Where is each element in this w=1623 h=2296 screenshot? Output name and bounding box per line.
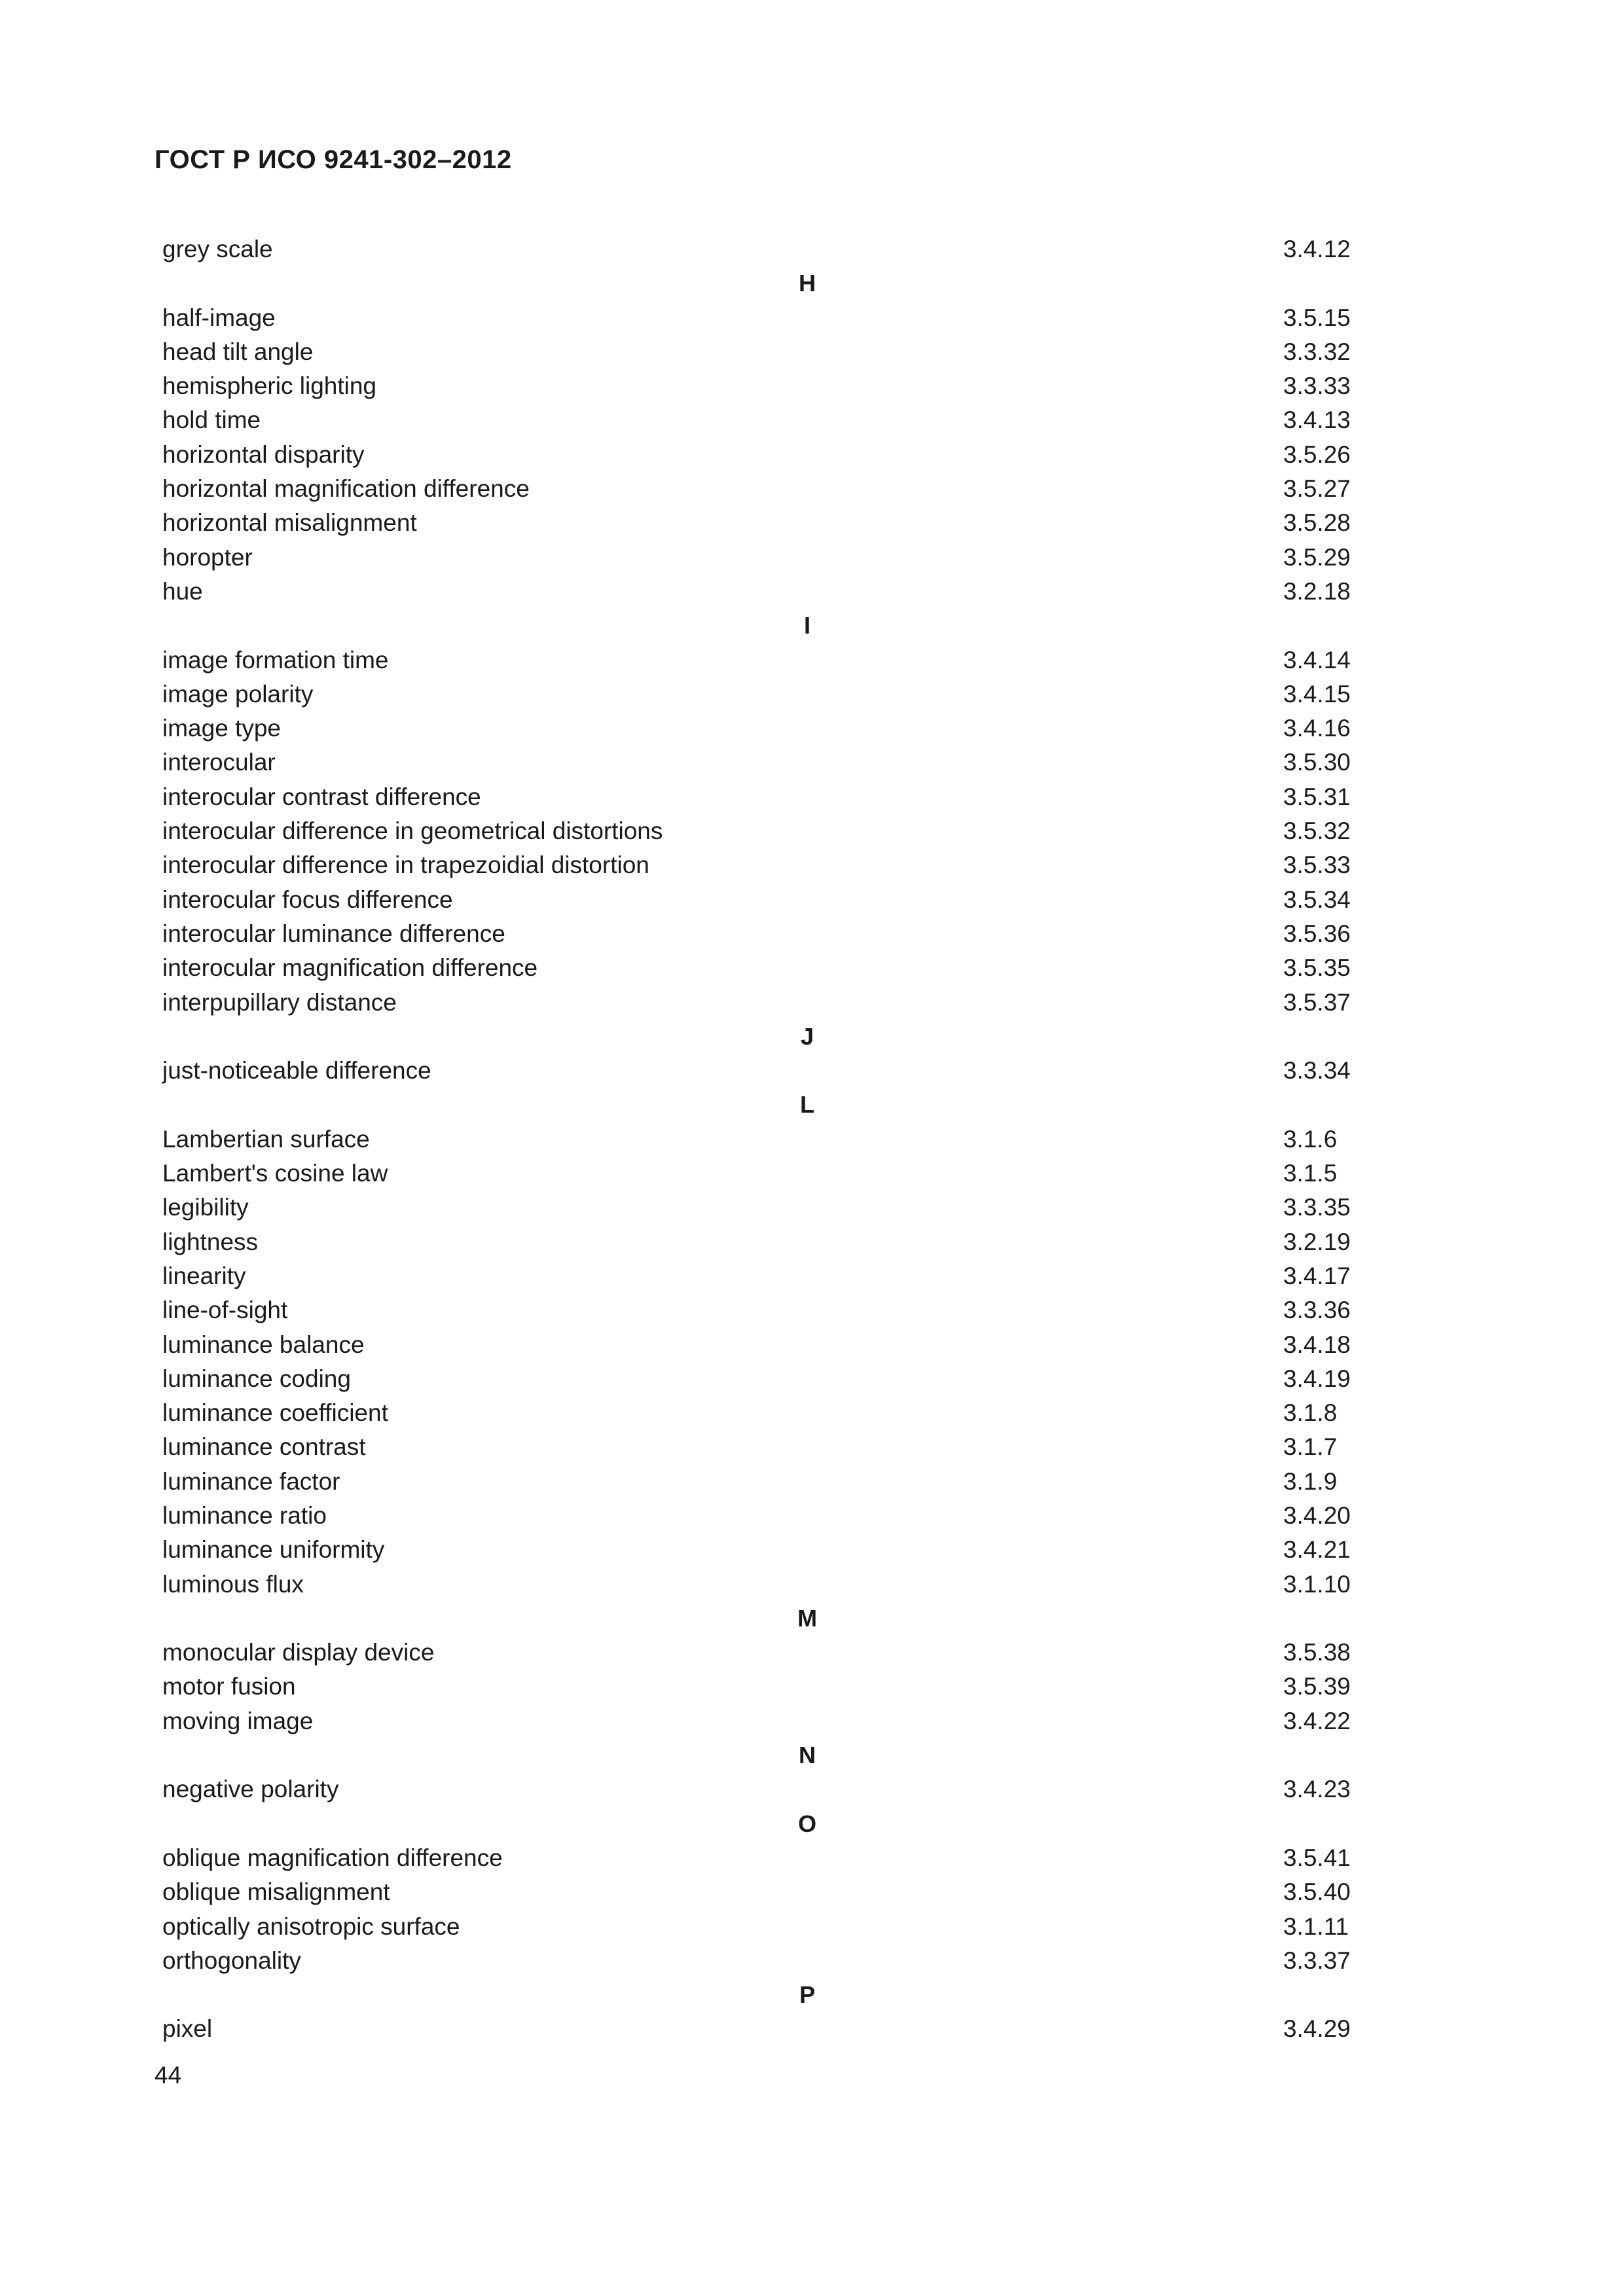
index-entry	[161, 1670, 1357, 1704]
index-reference: 3.5.33	[1283, 852, 1351, 879]
index-reference: 3.4.23	[1283, 1776, 1351, 1803]
index-term: Lambertian surface	[162, 1125, 370, 1153]
index-term: interocular difference in geometrical distortions	[162, 817, 663, 845]
index-entry	[161, 814, 1357, 848]
index-term: luminous flux	[162, 1570, 304, 1598]
index-entry	[161, 472, 1357, 506]
index-reference: 3.4.19	[1283, 1365, 1351, 1392]
index-entry	[161, 1157, 1357, 1191]
index-reference: 3.5.36	[1283, 920, 1351, 947]
index-term: image type	[162, 715, 281, 742]
index-term: moving image	[162, 1707, 314, 1734]
index-reference: 3.1.7	[1283, 1433, 1338, 1461]
index-reference: 3.4.21	[1283, 1536, 1351, 1564]
index-term: pixel	[162, 2015, 213, 2043]
index-reference: 3.2.19	[1283, 1228, 1351, 1255]
index-term: just-noticeable difference	[162, 1057, 431, 1085]
index-term: horizontal misalignment	[162, 509, 417, 537]
page-header: ГОСТ Р ИСО 9241-302–2012	[155, 145, 512, 174]
index-letter-heading	[161, 1602, 1357, 1636]
index-letter-heading	[161, 609, 1357, 643]
index-term: image polarity	[162, 680, 314, 708]
index-term: interocular contrast difference	[162, 783, 481, 810]
index-entry	[161, 1499, 1357, 1533]
index-reference: 3.4.17	[1283, 1262, 1351, 1289]
index-entry	[161, 232, 1357, 266]
index-reference: 3.1.9	[1283, 1467, 1338, 1495]
index-entry	[161, 1465, 1357, 1499]
index-entry	[161, 301, 1357, 335]
index-term: orthogonality	[162, 1946, 301, 1974]
letter-heading-label: O	[797, 1810, 817, 1837]
index-reference: 3.5.29	[1283, 543, 1351, 571]
index-entry	[161, 780, 1357, 814]
index-term: interpupillary distance	[162, 988, 397, 1016]
index-reference: 3.5.39	[1283, 1673, 1351, 1700]
index-term: interocular focus difference	[162, 886, 453, 913]
index-term: luminance coefficient	[162, 1399, 388, 1427]
index-term: luminance factor	[162, 1467, 340, 1495]
index-reference: 3.1.11	[1283, 1912, 1349, 1940]
index-reference: 3.4.18	[1283, 1331, 1351, 1358]
index-entry	[161, 1122, 1357, 1157]
index-reference: 3.5.32	[1283, 817, 1351, 845]
index-entry	[161, 1704, 1357, 1738]
index-entry	[161, 951, 1357, 985]
index-reference: 3.1.5	[1283, 1160, 1338, 1187]
index-term: oblique misalignment	[162, 1878, 390, 1906]
index-term: legibility	[162, 1194, 249, 1221]
index-entry	[161, 541, 1357, 575]
index-reference: 3.4.22	[1283, 1707, 1351, 1734]
index-entry	[161, 917, 1357, 951]
index-entry	[161, 1533, 1357, 1567]
index-letter-heading	[161, 1738, 1357, 1772]
index-term: grey scale	[162, 236, 273, 262]
index-reference: 3.5.31	[1283, 783, 1351, 810]
index-term: interocular	[162, 749, 276, 776]
letter-heading-label: M	[797, 1604, 817, 1632]
index-reference: 3.5.35	[1283, 954, 1351, 982]
letter-heading-label: I	[803, 612, 811, 639]
index-term: oblique magnification difference	[162, 1844, 503, 1871]
index-term: luminance coding	[162, 1365, 351, 1392]
index-entry	[161, 883, 1357, 917]
index-reference: 3.5.37	[1283, 988, 1351, 1016]
letter-heading-label: P	[799, 1981, 816, 2009]
index-reference: 3.3.36	[1283, 1297, 1351, 1324]
index-entry	[161, 643, 1357, 677]
index-reference: 3.4.14	[1283, 646, 1351, 673]
index-reference: 3.5.41	[1283, 1844, 1351, 1871]
index-entry	[161, 403, 1357, 437]
index-reference: 3.3.32	[1283, 338, 1351, 365]
index-entry	[161, 677, 1357, 711]
index-entry	[161, 745, 1357, 780]
index-reference: 3.2.18	[1283, 577, 1351, 605]
letter-heading-label: J	[800, 1022, 814, 1050]
index-reference: 3.1.8	[1283, 1399, 1338, 1427]
index-entry	[161, 369, 1357, 403]
index-entry	[161, 1259, 1357, 1293]
page-number: 44	[155, 2062, 182, 2089]
index-reference: 3.3.34	[1283, 1057, 1351, 1085]
index-entry	[161, 1396, 1357, 1430]
index-reference: 3.5.27	[1283, 475, 1351, 503]
index-entry	[161, 2012, 1357, 2046]
index-entry	[161, 1430, 1357, 1464]
letter-heading-label: L	[800, 1091, 814, 1119]
index-entry	[161, 1191, 1357, 1225]
index-term: lightness	[162, 1228, 259, 1255]
index-term: luminance ratio	[162, 1501, 327, 1529]
index-entry	[161, 1772, 1357, 1806]
index-reference: 3.4.15	[1283, 680, 1351, 708]
index-entry	[161, 438, 1357, 472]
index-term: line-of-sight	[162, 1297, 288, 1324]
index-term: optically anisotropic surface	[162, 1912, 460, 1940]
index-entry	[161, 575, 1357, 609]
index-letter-heading	[161, 1807, 1357, 1841]
index-term: luminance balance	[162, 1331, 365, 1358]
index-letter-heading	[161, 1020, 1357, 1054]
index-term: interocular luminance difference	[162, 920, 505, 947]
index-reference: 3.3.37	[1283, 1946, 1351, 1974]
index-letter-heading	[161, 266, 1357, 300]
index-reference: 3.4.13	[1283, 406, 1351, 434]
index-reference: 3.1.6	[1283, 1125, 1338, 1153]
index-reference: 3.5.40	[1283, 1878, 1351, 1906]
index-term: horizontal magnification difference	[162, 475, 530, 503]
index-entry	[161, 711, 1357, 745]
index-letter-heading	[161, 1978, 1357, 2012]
index-entry	[161, 848, 1357, 882]
index-reference: 3.5.38	[1283, 1639, 1351, 1666]
index-reference: 3.4.12	[1283, 236, 1351, 262]
index-term: image formation time	[162, 646, 389, 673]
index-term: hold time	[162, 406, 261, 434]
index-term: horizontal disparity	[162, 440, 365, 468]
index-term: luminance contrast	[162, 1433, 366, 1461]
index-term: monocular display device	[162, 1639, 435, 1666]
index-reference: 3.5.34	[1283, 886, 1351, 913]
index-entry	[161, 1910, 1357, 1944]
index-entry	[161, 1841, 1357, 1875]
index-term: hue	[162, 577, 203, 605]
index-entry	[161, 1328, 1357, 1362]
index-reference: 3.4.29	[1283, 2015, 1351, 2043]
index-reference: 3.5.26	[1283, 440, 1351, 468]
index-reference: 3.5.28	[1283, 509, 1351, 537]
index-entry	[161, 335, 1357, 369]
index-reference: 3.4.16	[1283, 715, 1351, 742]
index-entry	[161, 1225, 1357, 1259]
index-reference: 3.3.35	[1283, 1194, 1351, 1221]
index-reference: 3.5.15	[1283, 304, 1351, 331]
index-term: interocular difference in trapezoidial distortion	[162, 852, 649, 879]
index-reference: 3.5.30	[1283, 749, 1351, 776]
index-entry	[161, 506, 1357, 540]
index-term: hemispheric lighting	[162, 372, 377, 400]
index-term: motor fusion	[162, 1673, 296, 1700]
index-term: negative polarity	[162, 1776, 339, 1803]
index-entry	[161, 1054, 1357, 1088]
index-term: linearity	[162, 1262, 246, 1289]
index-term: luminance uniformity	[162, 1536, 385, 1564]
index-term: Lambert's cosine law	[162, 1160, 388, 1187]
index-entry	[161, 1875, 1357, 1909]
index-reference: 3.1.10	[1283, 1570, 1351, 1598]
index-term: horopter	[162, 543, 253, 571]
index-entry	[161, 1568, 1357, 1602]
index-term: half-image	[162, 304, 276, 331]
index-entry	[161, 986, 1357, 1020]
letter-heading-label: N	[799, 1742, 816, 1769]
index-entry	[161, 1636, 1357, 1670]
index-term: interocular magnification difference	[162, 954, 538, 982]
index-entry	[161, 1362, 1357, 1396]
index-reference: 3.4.20	[1283, 1501, 1351, 1529]
letter-heading-label: H	[799, 270, 816, 297]
index-term: head tilt angle	[162, 338, 314, 365]
index-letter-heading	[161, 1088, 1357, 1122]
index-entry	[161, 1293, 1357, 1327]
index-reference: 3.3.33	[1283, 372, 1351, 400]
index-list	[161, 232, 1357, 2047]
index-entry	[161, 1944, 1357, 1978]
